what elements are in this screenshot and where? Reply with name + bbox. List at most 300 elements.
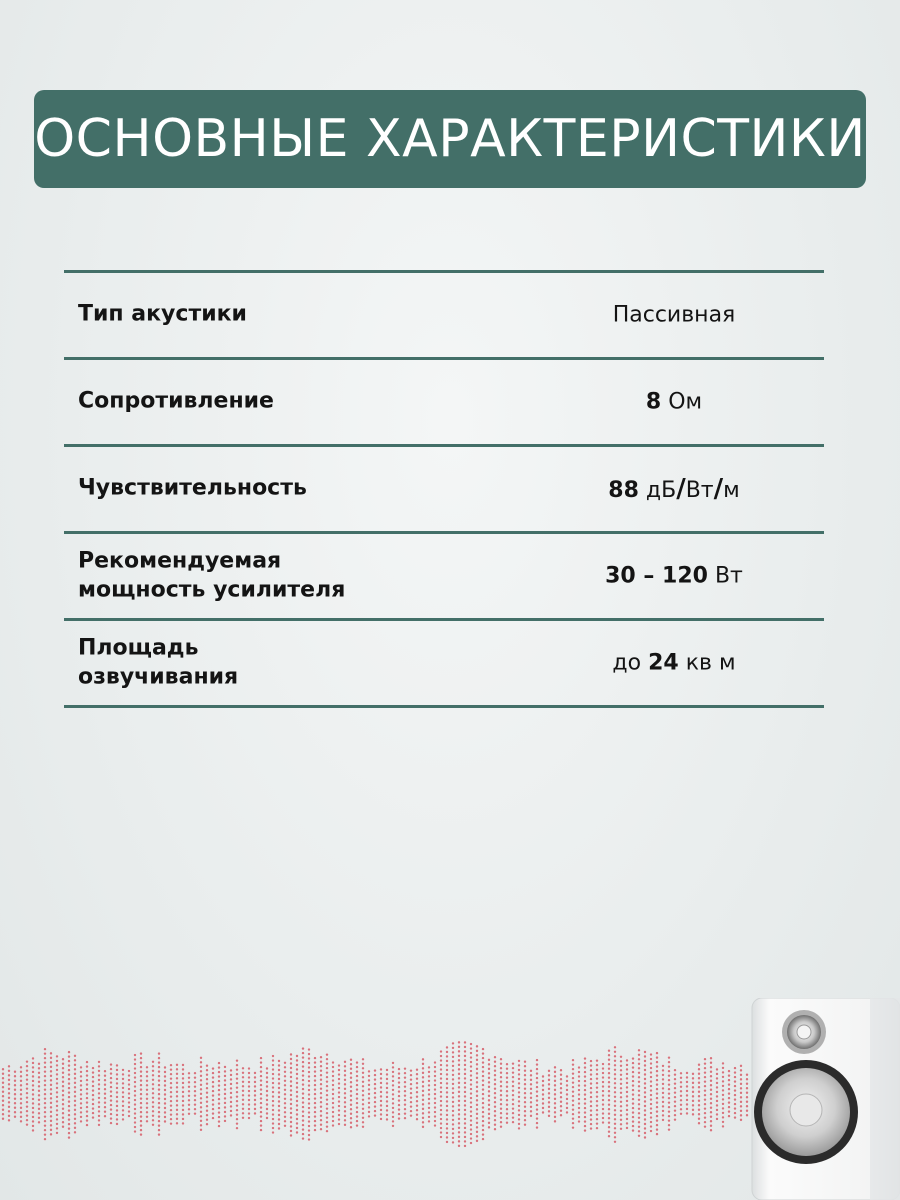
wave-dot — [566, 1093, 568, 1095]
wave-dot — [140, 1088, 142, 1090]
wave-dot — [332, 1124, 334, 1126]
wave-dot — [668, 1119, 670, 1121]
wave-dot — [506, 1077, 508, 1079]
wave-dot — [590, 1082, 592, 1084]
wave-dot — [176, 1095, 178, 1097]
wave-dot — [32, 1111, 34, 1113]
wave-dot — [152, 1092, 154, 1094]
wave-dot — [140, 1102, 142, 1104]
wave-dot — [416, 1118, 418, 1120]
wave-dot — [338, 1073, 340, 1075]
wave-dot — [488, 1126, 490, 1128]
wave-dot — [602, 1103, 604, 1105]
wave-dot — [296, 1131, 298, 1133]
wave-dot — [320, 1101, 322, 1103]
wave-dot — [278, 1096, 280, 1098]
wave-dot — [548, 1106, 550, 1108]
wave-dot — [338, 1123, 340, 1125]
wave-dot — [344, 1079, 346, 1081]
wave-dot — [32, 1120, 34, 1122]
wave-dot — [440, 1091, 442, 1093]
wave-dot — [596, 1122, 598, 1124]
wave-dot — [416, 1105, 418, 1107]
wave-dot — [428, 1107, 430, 1109]
wave-dot — [398, 1081, 400, 1083]
wave-dot — [662, 1101, 664, 1103]
wave-dot — [242, 1085, 244, 1087]
wave-dot — [740, 1078, 742, 1080]
wave-dot — [308, 1107, 310, 1109]
wave-dot — [692, 1095, 694, 1097]
wave-dot — [62, 1072, 64, 1074]
wave-dot — [458, 1109, 460, 1111]
wave-dot — [104, 1070, 106, 1072]
wave-dot — [56, 1105, 58, 1107]
wave-dot — [596, 1104, 598, 1106]
wave-dot — [542, 1080, 544, 1082]
wave-dot — [500, 1076, 502, 1078]
wave-dot — [260, 1102, 262, 1104]
wave-dot — [650, 1067, 652, 1069]
wave-dot — [710, 1057, 712, 1059]
wave-dot — [368, 1115, 370, 1117]
wave-dot — [494, 1115, 496, 1117]
wave-dot — [686, 1081, 688, 1083]
wave-dot — [572, 1099, 574, 1101]
wave-dot — [200, 1129, 202, 1131]
wave-dot — [476, 1140, 478, 1142]
spec-unit: кв м — [685, 650, 736, 676]
wave-dot — [632, 1125, 634, 1127]
wave-dot — [578, 1089, 580, 1091]
wave-dot — [122, 1078, 124, 1080]
wave-dot — [722, 1125, 724, 1127]
wave-dot — [518, 1078, 520, 1080]
wave-dot — [302, 1128, 304, 1130]
wave-dot — [104, 1102, 106, 1104]
wave-dot — [26, 1105, 28, 1107]
wave-dot — [392, 1093, 394, 1095]
wave-dot — [218, 1089, 220, 1091]
wave-dot — [422, 1121, 424, 1123]
wave-dot — [158, 1120, 160, 1122]
wave-dot — [440, 1104, 442, 1106]
wave-dot — [410, 1087, 412, 1089]
wave-dot — [170, 1064, 172, 1066]
wave-dot — [470, 1101, 472, 1103]
wave-dot — [86, 1092, 88, 1094]
wave-dot — [134, 1072, 136, 1074]
wave-dot — [272, 1073, 274, 1075]
wave-dot — [740, 1096, 742, 1098]
wave-dot — [704, 1094, 706, 1096]
wave-dot — [302, 1047, 304, 1049]
wave-dot — [170, 1086, 172, 1088]
wave-dot — [404, 1108, 406, 1110]
wave-dot — [272, 1086, 274, 1088]
wave-dot — [620, 1060, 622, 1062]
wave-dot — [128, 1106, 130, 1108]
wave-dot — [716, 1091, 718, 1093]
wave-dot — [464, 1082, 466, 1084]
wave-dot — [230, 1114, 232, 1116]
wave-dot — [608, 1072, 610, 1074]
wave-dot — [176, 1118, 178, 1120]
wave-dot — [518, 1060, 520, 1062]
wave-dot — [476, 1108, 478, 1110]
wave-dot — [404, 1076, 406, 1078]
wave-dot — [56, 1082, 58, 1084]
wave-dot — [638, 1090, 640, 1092]
wave-dot — [620, 1123, 622, 1125]
wave-dot — [422, 1076, 424, 1078]
wave-dot — [464, 1095, 466, 1097]
wave-dot — [386, 1096, 388, 1098]
wave-dot — [152, 1065, 154, 1067]
wave-dot — [20, 1089, 22, 1091]
wave-dot — [458, 1113, 460, 1115]
wave-dot — [14, 1075, 16, 1077]
wave-dot — [512, 1107, 514, 1109]
wave-dot — [134, 1121, 136, 1123]
wave-dot — [62, 1076, 64, 1078]
wave-dot — [662, 1069, 664, 1071]
wave-dot — [734, 1103, 736, 1105]
wave-dot — [398, 1072, 400, 1074]
wave-dot — [512, 1112, 514, 1114]
wave-dot — [146, 1116, 148, 1118]
wave-dot — [434, 1066, 436, 1068]
wave-dot — [638, 1054, 640, 1056]
wave-dot — [548, 1115, 550, 1117]
spec-value — [504, 390, 844, 415]
wave-dot — [14, 1107, 16, 1109]
spec-number: 88 — [608, 478, 639, 503]
wave-dot — [560, 1110, 562, 1112]
wave-dot — [128, 1101, 130, 1103]
wave-dot — [332, 1088, 334, 1090]
wave-dot — [218, 1093, 220, 1095]
wave-dot — [566, 1084, 568, 1086]
wave-dot — [26, 1119, 28, 1121]
wave-dot — [590, 1105, 592, 1107]
wave-dot — [356, 1097, 358, 1099]
wave-dot — [686, 1103, 688, 1105]
wave-dot — [182, 1082, 184, 1084]
wave-dot — [74, 1122, 76, 1124]
wave-dot — [320, 1065, 322, 1067]
wave-dot — [590, 1118, 592, 1120]
wave-dot — [596, 1077, 598, 1079]
wave-dot — [278, 1127, 280, 1129]
wave-dot — [596, 1086, 598, 1088]
spec-value — [504, 564, 844, 589]
wave-dot — [200, 1097, 202, 1099]
wave-dot — [38, 1117, 40, 1119]
wave-dot — [158, 1102, 160, 1104]
wave-dot — [44, 1106, 46, 1108]
wave-dot — [32, 1129, 34, 1131]
wave-dot — [476, 1113, 478, 1115]
wave-dot — [356, 1111, 358, 1113]
wave-dot — [254, 1094, 256, 1096]
wave-dot — [638, 1067, 640, 1069]
wave-dot — [392, 1089, 394, 1091]
wave-dot — [500, 1099, 502, 1101]
wave-dot — [392, 1080, 394, 1082]
wave-dot — [458, 1064, 460, 1066]
wave-dot — [308, 1134, 310, 1136]
wave-dot — [500, 1067, 502, 1069]
wave-dot — [512, 1067, 514, 1069]
wave-dot — [374, 1114, 376, 1116]
wave-dot — [50, 1111, 52, 1113]
wave-dot — [332, 1115, 334, 1117]
wave-dot — [524, 1092, 526, 1094]
wave-dot — [638, 1112, 640, 1114]
wave-dot — [524, 1097, 526, 1099]
wave-dot — [308, 1111, 310, 1113]
spec-row-sensitivity — [64, 447, 824, 531]
wave-dot — [170, 1100, 172, 1102]
wave-dot — [128, 1115, 130, 1117]
wave-dot — [734, 1112, 736, 1114]
wave-dot — [644, 1114, 646, 1116]
wave-dot — [560, 1105, 562, 1107]
wave-dot — [272, 1091, 274, 1093]
wave-dot — [266, 1072, 268, 1074]
wave-dot — [296, 1073, 298, 1075]
wave-dot — [668, 1074, 670, 1076]
wave-dot — [284, 1120, 286, 1122]
wave-dot — [722, 1080, 724, 1082]
wave-dot — [344, 1124, 346, 1126]
wave-dot — [458, 1068, 460, 1070]
wave-dot — [662, 1078, 664, 1080]
wave-dot — [578, 1071, 580, 1073]
wave-dot — [50, 1066, 52, 1068]
wave-dot — [152, 1097, 154, 1099]
wave-dot — [620, 1078, 622, 1080]
wave-dot — [530, 1079, 532, 1081]
wave-dot — [704, 1058, 706, 1060]
wave-dot — [584, 1129, 586, 1131]
wave-dot — [704, 1121, 706, 1123]
wave-dot — [464, 1091, 466, 1093]
wave-dot — [386, 1078, 388, 1080]
wave-dot — [530, 1088, 532, 1090]
wave-dot — [110, 1095, 112, 1097]
wave-dot — [536, 1077, 538, 1079]
wave-dot — [356, 1093, 358, 1095]
spec-label-line: Площадь — [78, 635, 199, 661]
wave-dot — [62, 1067, 64, 1069]
wave-dot — [566, 1075, 568, 1077]
wave-dot — [332, 1097, 334, 1099]
wave-dot — [362, 1112, 364, 1114]
wave-dot — [374, 1087, 376, 1089]
wave-dot — [194, 1076, 196, 1078]
wave-dot — [440, 1136, 442, 1138]
wave-dot — [200, 1124, 202, 1126]
wave-dot — [506, 1099, 508, 1101]
wave-dot — [692, 1113, 694, 1115]
wave-dot — [722, 1085, 724, 1087]
wave-dot — [248, 1081, 250, 1083]
wave-dot — [188, 1095, 190, 1097]
wave-dot — [452, 1096, 454, 1098]
wave-dot — [380, 1118, 382, 1120]
wave-dot — [386, 1105, 388, 1107]
wave-dot — [716, 1068, 718, 1070]
wave-dot — [68, 1114, 70, 1116]
wave-dot — [464, 1136, 466, 1138]
wave-dot — [344, 1110, 346, 1112]
wave-dot — [350, 1090, 352, 1092]
wave-dot — [470, 1119, 472, 1121]
wave-dot — [656, 1101, 658, 1103]
wave-dot — [320, 1060, 322, 1062]
wave-dot — [632, 1071, 634, 1073]
wave-dot — [638, 1094, 640, 1096]
wave-dot — [608, 1135, 610, 1137]
wave-dot — [314, 1075, 316, 1077]
wave-dot — [710, 1120, 712, 1122]
wave-dot — [548, 1101, 550, 1103]
wave-dot — [458, 1104, 460, 1106]
wave-dot — [164, 1120, 166, 1122]
wave-dot — [332, 1079, 334, 1081]
wave-dot — [20, 1120, 22, 1122]
wave-dot — [644, 1051, 646, 1053]
wave-dot — [32, 1089, 34, 1091]
wave-dot — [200, 1102, 202, 1104]
wave-dot — [212, 1108, 214, 1110]
wave-dot — [350, 1126, 352, 1128]
wave-dot — [482, 1111, 484, 1113]
wave-dot — [464, 1140, 466, 1142]
wave-dot — [110, 1068, 112, 1070]
wave-dot — [638, 1049, 640, 1051]
wave-dot — [74, 1077, 76, 1079]
wave-dot — [464, 1050, 466, 1052]
wave-dot — [692, 1086, 694, 1088]
wave-dot — [650, 1085, 652, 1087]
wave-dot — [560, 1096, 562, 1098]
wave-dot — [308, 1057, 310, 1059]
wave-dot — [620, 1105, 622, 1107]
wave-dot — [584, 1102, 586, 1104]
wave-dot — [44, 1088, 46, 1090]
wave-dot — [662, 1074, 664, 1076]
wave-dot — [554, 1084, 556, 1086]
wave-dot — [464, 1122, 466, 1124]
wave-dot — [236, 1118, 238, 1120]
wave-dot — [518, 1082, 520, 1084]
wave-dot — [488, 1081, 490, 1083]
wave-dot — [56, 1118, 58, 1120]
wave-dot — [32, 1116, 34, 1118]
wave-dot — [128, 1110, 130, 1112]
wave-dot — [476, 1054, 478, 1056]
bookshelf-speaker-image — [748, 998, 900, 1200]
wave-dot — [380, 1091, 382, 1093]
wave-dot — [218, 1075, 220, 1077]
wave-dot — [650, 1058, 652, 1060]
wave-dot — [380, 1095, 382, 1097]
wave-dot — [314, 1106, 316, 1108]
wave-dot — [572, 1090, 574, 1092]
wave-dot — [290, 1098, 292, 1100]
wave-dot — [44, 1102, 46, 1104]
wave-dot — [242, 1117, 244, 1119]
wave-dot — [224, 1106, 226, 1108]
wave-dot — [476, 1086, 478, 1088]
wave-dot — [338, 1069, 340, 1071]
wave-dot — [116, 1123, 118, 1125]
wave-dot — [644, 1087, 646, 1089]
wave-dot — [500, 1117, 502, 1119]
wave-dot — [614, 1060, 616, 1062]
wave-dot — [200, 1075, 202, 1077]
wave-dot — [86, 1065, 88, 1067]
wave-dot — [74, 1059, 76, 1061]
wave-dot — [650, 1107, 652, 1109]
wave-dot — [140, 1124, 142, 1126]
wave-dot — [332, 1111, 334, 1113]
wave-dot — [296, 1064, 298, 1066]
wave-dot — [14, 1102, 16, 1104]
wave-dot — [446, 1114, 448, 1116]
wave-dot — [158, 1070, 160, 1072]
wave-dot — [290, 1071, 292, 1073]
wave-dot — [152, 1074, 154, 1076]
wave-dot — [572, 1077, 574, 1079]
wave-dot — [608, 1090, 610, 1092]
wave-dot — [470, 1142, 472, 1144]
wave-dot — [212, 1103, 214, 1105]
wave-dot — [590, 1100, 592, 1102]
wave-dot — [554, 1116, 556, 1118]
wave-dot — [470, 1115, 472, 1117]
wave-dot — [458, 1118, 460, 1120]
wave-dot — [506, 1063, 508, 1065]
wave-dot — [368, 1111, 370, 1113]
wave-dot — [404, 1085, 406, 1087]
wave-dot — [314, 1111, 316, 1113]
wave-dot — [704, 1067, 706, 1069]
wave-dot — [446, 1123, 448, 1125]
wave-dot — [164, 1084, 166, 1086]
wave-dot — [728, 1097, 730, 1099]
wave-dot — [272, 1082, 274, 1084]
wave-dot — [632, 1111, 634, 1113]
wave-dot — [326, 1125, 328, 1127]
wave-dot — [626, 1068, 628, 1070]
wave-dot — [710, 1129, 712, 1131]
wave-dot — [374, 1069, 376, 1071]
wave-dot — [188, 1113, 190, 1115]
wave-dot — [470, 1092, 472, 1094]
wave-dot — [290, 1094, 292, 1096]
wave-dot — [398, 1113, 400, 1115]
wave-dot — [584, 1080, 586, 1082]
wave-dot — [140, 1075, 142, 1077]
wave-dot — [488, 1104, 490, 1106]
wave-dot — [482, 1070, 484, 1072]
wave-dot — [716, 1077, 718, 1079]
wave-dot — [92, 1089, 94, 1091]
